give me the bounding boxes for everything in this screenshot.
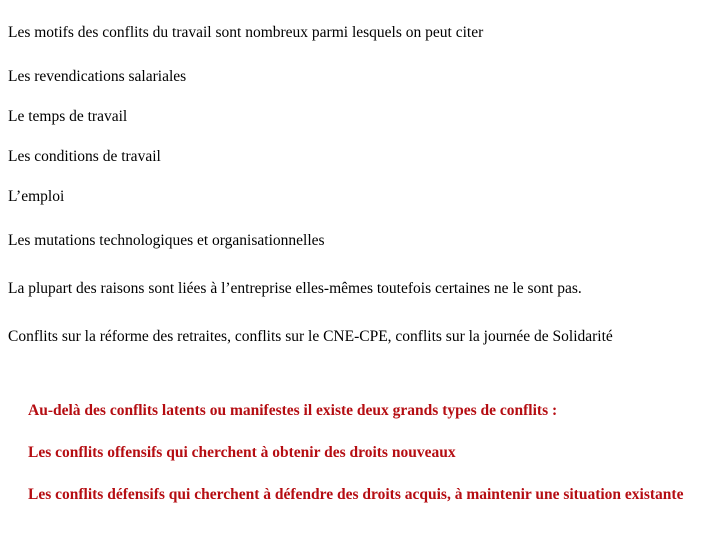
- motif-item: L’emploi: [8, 188, 65, 205]
- motif-item: Le temps de travail: [8, 108, 128, 125]
- conflict-type-defensive: Les conflits défensifs qui cherchent à défendre des droits acquis, à maintenir une situation existante: [28, 486, 684, 503]
- motif-item: Les conditions de travail: [8, 148, 161, 165]
- conflict-type-offensive: Les conflits offensifs qui cherchent à obtenir des droits nouveaux: [28, 444, 456, 461]
- examples-text: Conflits sur la réforme des retraites, conflits sur le CNE-CPE, conflits sur la journée de Solidarité: [8, 328, 613, 345]
- types-heading: Au-delà des conflits latents ou manifestes il existe deux grands types de conflits :: [28, 402, 558, 419]
- intro-text: Les motifs des conflits du travail sont nombreux parmi lesquels on peut citer: [8, 24, 484, 41]
- motif-item: Les mutations technologiques et organisationnelles: [8, 232, 325, 249]
- motif-item: Les revendications salariales: [8, 68, 187, 85]
- remark-text: La plupart des raisons sont liées à l’entreprise elles-mêmes toutefois certaines ne le sont pas.: [8, 280, 582, 297]
